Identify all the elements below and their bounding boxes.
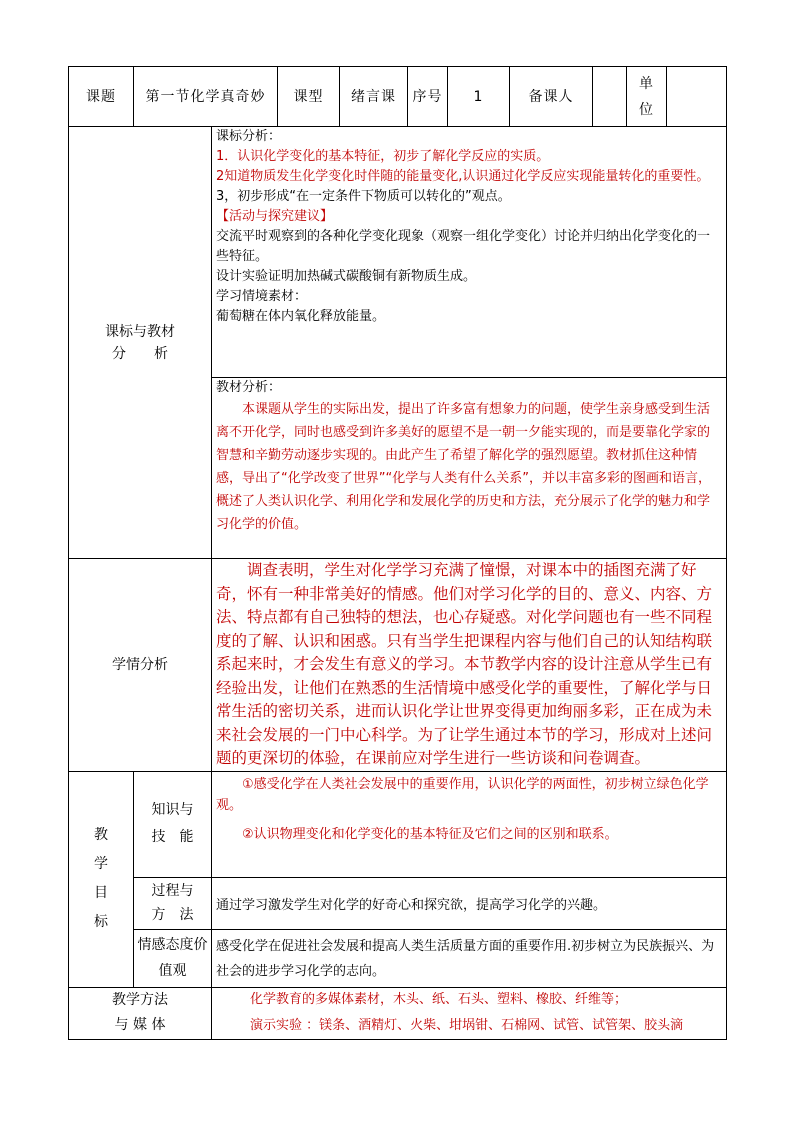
header-row [69,67,727,127]
standards-title: 课标分析： [216,129,282,144]
preparer-value [593,67,627,127]
knowledge-label-line-1: 知识与 [151,802,194,818]
methods-label-line-2: 与 媒 体 [114,1017,166,1033]
material-title: 学习情境素材： [216,289,308,304]
goals-label-char-3: 目 [94,885,108,901]
goals-label-char-4: 标 [94,914,108,930]
emotion-body: 感受化学在促进社会发展和提高人类生活质量方面的重要作用.初步树立为民族振兴、为社会的进步学习化学的志向。 [216,938,715,979]
knowledge-item-2: ②认识物理变化和化学变化的基本特征及它们之间的区别和联系。 [242,826,618,842]
goal-emotion-row [69,929,727,987]
activity-item-1: 交流平时观察到的各种化学变化现象（观察一组化学变化）讨论并归纳出化学变化的一些特征。 [216,229,711,264]
topic-value: 第一节化学真奇妙 [134,67,278,127]
learner-analysis-row [69,559,727,772]
activity-title: 【活动与探究建议】 [216,209,334,224]
goals-label-char-2: 学 [94,856,108,872]
goals-section-label [69,771,134,987]
learner-body: 调查表明，学生对化学学习充满了憧憬，对课本中的插图充满了好奇，怀有一种非常美好的情感。他们对学习化学的目的、意义、内容、方法、特点都有自己独特的想法，也心存疑惑。对化学问题也有一些不同程度的了解、认识和困惑。只有当学生把课程内容与他们自己的认知结构联系起来时，才会发生有意义的学习。本节教学内容的设计注意从学生已有经验出发，让他们在熟悉的生活情境中感受化学的重要性，了解化学与日常生活的密切关系，进而认识化学让世界变得更加绚丽多彩，正在成为未来社会发展的一门中心科学。为了让学生通过本节的学习，形成对上述问题的更深切的体验，在课前应对学生进行一些访谈和问卷调查。 [216,561,713,767]
unit-value [667,67,727,127]
textbook-body: 本课题从学生的实际出发，提出了许多富有想象力的问题，使学生亲身感受到生活离不开化学，同时也感受到许多美好的愿望不是一朝一夕能实现的，而是要靠化学家的智慧和辛勤劳动逐步实现的。由此产生了希望了解化学的强烈愿望。教材抓住这种情感，导出了“化学改变了世界”“化学与人类有什么关系”，并以丰富多彩的图画和语言，概述了人类认识化学、利用化学和发展化学的历史和方法，充分展示了化学的魅力和学习化学的价值。 [216,402,711,532]
material-item-1: 葡萄糖在体内氧化释放能量。 [216,309,386,324]
unit-label [627,67,667,127]
emotion-cell [212,929,727,987]
emotion-label-line-2: 值观 [158,963,187,979]
sequence-value: 1 [448,67,510,127]
preparer-label: 备课人 [510,67,593,127]
demo-list: 演示实验 ：镁条、酒精灯、火柴、坩埚钳、石棉网、试管、试管架、胶头滴 [250,1017,684,1033]
lesson-type-label: 课型 [278,67,340,127]
goals-label-char-1: 教 [94,827,108,843]
methods-cell [212,987,727,1039]
methods-label-line-1: 教学方法 [112,992,168,1008]
methods-row [69,987,727,1039]
knowledge-cell [212,771,727,877]
standard-item-3: 3，初步形成“在一定条件下物质可以转化的”观点。 [216,189,511,204]
emotion-label-line-1: 情感态度价 [137,937,208,953]
activity-item-2: 设计实验证明加热碱式碳酸铜有新物质生成。 [216,269,477,284]
unit-label-line-1: 单 [639,75,654,92]
curriculum-section-label [69,127,212,559]
lesson-type-value: 绪言课 [340,67,408,127]
media-list: 化学教育的多媒体素材，木头、纸、石头、塑料、橡胶、纤维等； [250,991,628,1007]
curriculum-standards-row [69,127,727,378]
standard-item-1: 1．认识化学变化的基本特征，初步了解化学反应的实质。 [216,149,550,164]
knowledge-label [134,771,212,877]
curriculum-label-line-1: 课标与教材 [105,323,175,340]
standards-cell [212,127,727,378]
process-body: 通过学习激发学生对化学的好奇心和探究欲，提高学习化学的兴趣。 [216,898,607,913]
process-label-line-2: 方 法 [151,907,194,923]
textbook-cell [212,378,727,559]
learner-section-label: 学情分析 [69,559,212,772]
process-label-line-1: 过程与 [151,883,194,899]
process-cell [212,877,727,929]
lesson-plan-table [68,66,727,1040]
standard-item-2: 2知道物质发生化学变化时伴随的能量变化,认识通过化学反应实现能量转化的重要性。 [216,169,710,184]
unit-label-line-2: 位 [639,101,654,118]
emotion-label [134,929,212,987]
knowledge-item-1: ①感受化学在人类社会发展中的重要作用，认识化学的两面性，初步树立绿色化学观。 [216,776,709,813]
sequence-label: 序号 [408,67,448,127]
learner-cell [212,559,727,772]
goal-process-row [69,877,727,929]
knowledge-label-line-2: 技 能 [151,829,194,845]
methods-section-label [69,987,212,1039]
goal-knowledge-row [69,771,727,877]
curriculum-label-line-2: 分 析 [112,345,168,362]
textbook-title: 教材分析： [216,380,282,395]
topic-label: 课题 [69,67,134,127]
process-label [134,877,212,929]
